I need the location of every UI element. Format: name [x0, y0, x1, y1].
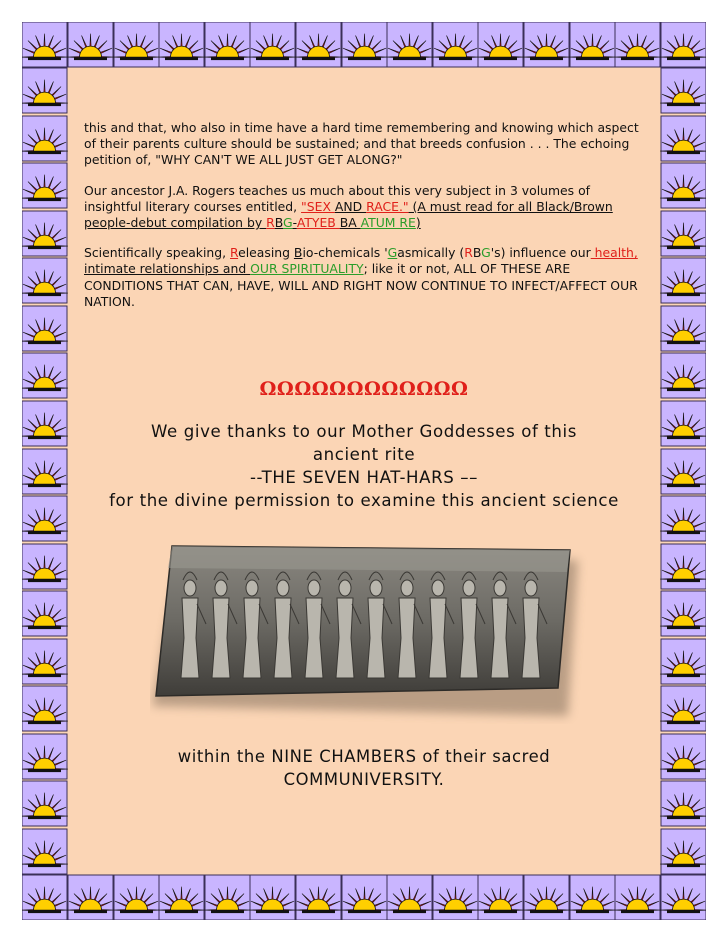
paragraph-1: this and that, who also in time have a hard time remembering and knowing which aspect of their parents culture should be sustained; and that breeds confusion . . . The echoing petition of, "WHY CAN'T WE ALL JUST GET ALONG?" — [84, 120, 639, 168]
rbg-b: B — [274, 215, 283, 231]
para3-spirituality: OUR SPIRITUALITY — [250, 261, 364, 277]
para3-b1: B — [293, 245, 303, 261]
para3-r1: R — [230, 245, 239, 261]
para3-g1: G — [387, 245, 398, 261]
rbg-r: R — [266, 215, 275, 231]
para3-r2: R — [464, 245, 473, 261]
thanks-line-3: --THE SEVEN HAT-HARS –– — [249, 468, 479, 487]
thanks-line-2: ancient rite — [312, 445, 416, 464]
para3-lead: Scientifically speaking, — [84, 245, 231, 261]
goddess-relief-image — [150, 538, 590, 724]
para2-intro: Our ancestor J.A. Rogers teaches us much about this very subject in 3 volumes of insightful literary courses entitled, — [84, 182, 591, 214]
para3-r1rest: eleasing — [238, 245, 294, 261]
body-text — [84, 120, 644, 324]
para3-g1rest: asmically ( — [397, 245, 465, 261]
para3-b1rest: io-chemicals ' — [302, 245, 388, 261]
para2-note: (A must read for all Black/Brown people-debut compilation by — [84, 198, 613, 231]
title-sex: "SEX — [301, 198, 335, 214]
para3-intimate: intimate relationships and — [84, 261, 251, 277]
para2-close: ) — [415, 215, 421, 231]
thanks-heading — [66, 420, 662, 512]
para3-b2: B — [472, 245, 482, 261]
title-and: AND — [334, 198, 367, 214]
closing-text — [84, 745, 644, 791]
paragraph-3 — [84, 245, 644, 310]
paragraph-2 — [84, 183, 644, 232]
rbg-g: G — [283, 215, 293, 231]
omega-divider: ΩΩΩΩΩΩΩΩΩΩΩΩ — [259, 378, 469, 400]
para3-tail: ; like it or not, ALL OF THESE ARE CONDITIONS THAT CAN, HAVE, WILL AND RIGHT NOW CONTINUE TO INFECT/AFFECT OUR NATION. — [84, 261, 638, 309]
title-race: RACE." — [366, 198, 409, 214]
para3-g2: G — [481, 245, 491, 261]
para3-health: health, — [590, 245, 638, 261]
name-ba: BA — [339, 215, 361, 231]
thanks-line-1: We give thanks to our Mother Goddesses of this — [151, 422, 577, 441]
name-atum-re: ATUM RE — [360, 215, 416, 231]
rbg-dash: - — [292, 215, 297, 231]
name-atyeb: ATYEB — [296, 215, 340, 231]
closing-line-1: within the NINE CHAMBERS of their sacred — [177, 747, 551, 766]
para3-after: 's) influence our — [490, 245, 591, 261]
thanks-line-4: for the divine permission to examine this ancient science — [109, 491, 619, 510]
closing-line-2: COMMUNIVERSITY. — [283, 770, 445, 789]
